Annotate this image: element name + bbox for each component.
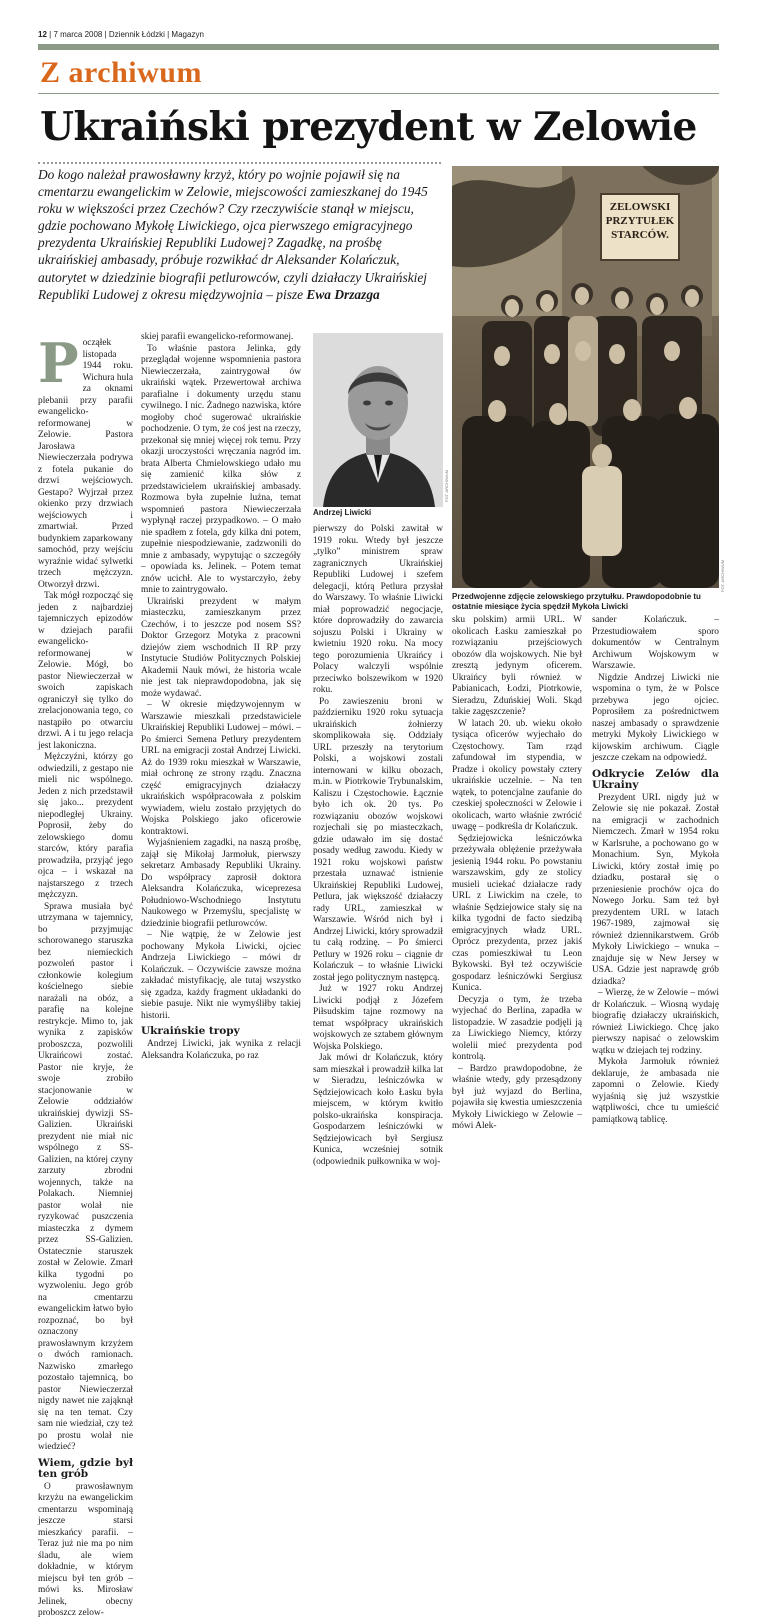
article-column-5 xyxy=(592,615,719,1125)
paragraph: sku polskim) armii URL. W okolicach Łasku zamieszkał po rozwiązaniu przejściowych obozów dla wojskowych. Nie był zresztą jedynym oficerem. Ukraińcy byli również w Pabianicach, Łodzi, Piotrkowie, Sieradzu, Zduńskiej Woli. Skąd takie zagęszczenie? xyxy=(452,615,582,717)
paragraph: Mykoła Jarmołuk również deklaruje, że ambasada nie zapomni o Zelowie. Kiedy wyjaśnią się już wszystkie wątpliwości, chce tu umieścić pamiątkową tablicę. xyxy=(592,1057,719,1125)
lead-paragraph xyxy=(38,166,441,303)
paragraph: Mężczyźni, którzy go odwiedzili, z gestapo nie mieli nic wspólnego. Jeden z nich przedstawił się jako... prezydent niepodległej Ukrainy. Poprosił, żeby do zelowskiego domu starców, który parafia prowadziła, przyjąć jego ojca – i wskazał na najstarszego z trzech mężczyzn. xyxy=(38,752,133,900)
lead-author: Ewa Drzazga xyxy=(306,286,380,302)
portrait-illustration xyxy=(313,333,443,507)
paragraph: Nigdzie Andrzej Liwicki nie wspomina o tym, że w Polsce przebywa jego ojciec. Poprosiłem za pośrednictwem naszej ambasady o sprawdzenie metryki Mykoły Liwickiego w kijowskim archiwum. Ciągle jeszcze czekam na odpowiedź. xyxy=(592,672,719,763)
paragraph: Sprawa musiała być utrzymana w tajemnicy, bo przyjmując schorowanego staruszka bez niemieckich pozwoleń pastor i członkowie kolegium kościelnego siebie narażali na obóz, a parafię na kolejne restrykcje. Mimo to, jak wynika z zapisków proboszcza, pozwolili Ukraińcowi zostać. Pastor nie kryje, że swoje zrobiło stacjonowanie w Zelowie oddziałów ukraińskiej dywizji SS-Galizien. Ukraiński prezydent nie miał nic wspólnego z SS-Galizien, na której czyny zarzuty zbrodni wojennych, także na Polakach. Niemniej pastor wolał nie ryzykować puszczenia miasteczka z dymem przez SS-Galizien. Ostatecznie staruszek został w Zelowie. Zmarł kilka tygodni po wyzwoleniu. Jego grób na cmentarzu ewangelickim łatwo było rozpoznać, bo był oznaczony prawosławnym krzyżem o dwóch ramionach. Nazwisko zmarłego pozostało tajemnicą, bo pastor Niewieczerzał nigdy nawet nie zająknął się na ten temat. Czy sam nie wiedział, czy też po prostu wolał nie wiedzieć? xyxy=(38,901,133,1452)
article-column-3 xyxy=(313,524,443,1167)
article-column-2 xyxy=(141,332,301,1061)
headline: Ukraiński prezydent w Zelowie xyxy=(40,104,697,150)
paragraph: pierwszy do Polski zawitał w 1919 roku. Wtedy był jeszcze „tylko” ministrem spraw zagranicznych Ukraińskiej Republiki Ludowej i szefem delegacji, którą Petlura przysłał do Warszawy. To właśnie Liwicki miał poprowadzić negocjacje, które doprowadziły do zawarcia sojuszu Polski i Ukrainy w kwietniu 1920 roku. Na mocy tego porozumienia Ukraińcy i Polacy walczyli wspólnie przeciwko bolszewikom w 1920 roku. xyxy=(313,524,443,695)
portrait-credit: FOT. ARCHIWUM xyxy=(444,470,449,502)
paragraph: Wyjaśnieniem zagadki, na naszą prośbę, zajął się Mikołaj Jarmołuk, pierwszy sekretarz Ambasady Republiki Ukrainy. Do współpracy zaprosił doktora Aleksandra Kolańczuka, wiceprezesa Południowo-Wschodniego Instytutu Naukowego w Przemyślu, specjalistę w dziedzinie biografii petlurowców. xyxy=(141,838,301,929)
paragraph: W latach 20. ub. wieku około tysiąca oficerów wyjechało do Częstochowy. Tam rząd zafundował im stypendia, w Pradze i okolicy powstały cztery ukraińskie uczelnie. – Na ten wątek, to potencjalne zaufanie do czeskiej społeczności w Zelowie i okolicach, warto właśnie zwrócić uwagę – podkreśla dr Kolańczuk. xyxy=(452,718,582,832)
paragraph: Decyzja o tym, że trzeba wyjechać do Berlina, zapadła w listopadzie. W zasadzie podjęli ją za Liwickiego Niemcy, którzy wolelii mieć prezydenta pod kontrolą. xyxy=(452,994,582,1062)
shelter-sign: ZELOWSKI PRZYTUŁEK STARCÓW. xyxy=(600,193,680,261)
dotted-rule xyxy=(38,162,441,164)
page-header xyxy=(38,30,204,39)
paragraph: Już w 1927 roku Andrzej Liwicki podjął z Józefem Piłsudskim tajne rozmowy na temat współpracy ukraińskich wojskowych ze sztabem głównym Wojska Polskiego. xyxy=(313,984,443,1052)
section-title: Z archiwum xyxy=(40,56,202,89)
article-column-1 xyxy=(38,331,133,1618)
paragraph: O prawosławnym krzyżu na ewangelickim cmentarzu wspominają jeszcze starsi mieszkańcy parafii. – Teraz już nie ma po nim śladu, ale wiem dokładnie, w którym miejscu był ten grób – mówi ks. Mirosław Jelinek, obecny proboszcz zelow- xyxy=(38,1481,133,1618)
paragraph: – Nie wątpię, że w Zelowie jest pochowany Mykoła Liwicki, ojciec Andrzeja Liwickiego – mówi dr Kolańczuk. – Oczywiście zawsze można zakładać mistyfikację, ale tutaj wszystko się zgadza, każdy fragment układanki do siebie pasuje. Nikt nie wymyśliłby takiej historii. xyxy=(141,930,301,1021)
page-number: 12 xyxy=(38,30,47,39)
paragraph: ocząłek listopada 1944 roku. Wichura hula za oknami plebanii przy parafii ewangelicko-reformowanej w Zelowie. Pastora Jarosława Niewieczerzała podrywa z fotela pukanie do drzwi wejściowych. Gestapo? Wyjrzał przez okienko przy drzwiach wejściowych i zmartwiał. Przed budynkiem zaparkowany samochód, przy wejściu wyraźnie widać sylwetki trzech mężczyzn. Otworzył drzwi. xyxy=(38,338,133,590)
paragraph: sander Kolańczuk. – Przestudiowałem sporo dokumentów w Centralnym Archiwum Wojskowym w Warszawie. xyxy=(592,615,719,671)
paragraph: Ukraiński prezydent w małym miasteczku, zamieszkanym przez Czechów, i to jeszcze pod nosem SS? Doktor Grzegorz Motyka z pracowni dziejów ziem wschodnich II RP przy Instytucie Studiów Politycznych Polskiej Akademii Nauk mówi, że historia wcale nie jest tak nieprawdopodobna, jak się może wydawać. xyxy=(141,596,301,699)
paragraph: skiej parafii ewangelicko-reformowanej. xyxy=(141,332,294,342)
paragraph: – W okresie międzywojennym w Warszawie mieszkali przedstawiciele Ukraińskiej Republiki Ludowej – mówi. – Po śmierci Semena Petlury prezydentem URL na emigracji został Andrzej Liwicki. Aż do 1939 roku mieszkał w Warszawie, miał ochronę ze strony rządu. Znaczna część emigracyjnych działaczy ukraińskich współpracowała z polskim wywiadem, wielu zostało przyjętych do Wojska Polskiego jako oficerowie kontraktowi. xyxy=(141,700,301,837)
subheading: Odkrycie Zelów dla Ukrainy xyxy=(592,767,719,791)
subheading: Wiem, gdzie był ten grób xyxy=(38,1456,133,1480)
paragraph: Jak mówi dr Kolańczuk, który sam mieszkał i prowadził kilka lat w Sieradzu, leśniczówka w Sędziejowicach koło Łasku była miejscem, w którym kwitło polsko-ukraińska konspiracja. Gospodarzem leśniczówki w Sędziejowicach był Sergiusz Kunica, wcześniej sotnik (odpowiednik pułkownika w woj- xyxy=(313,1053,443,1167)
lead-text: Do kogo należał prawosławny krzyż, który po wojnie pojawił się na cmentarzu ewangelickim w Zelowie, miejscowości zamieszkanej do 1945 roku w większości przez Czechów? Czy rzeczywiście stanął w miejscu, gdzie pochowano Mykołę Liwickiego, ojca pierwszego emigracyjnego prezydenta Ukraińskiej Republiki Ludowej? Zagadkę, na prośbę ukraińskiej ambasady, próbuje rozwikłać dr Aleksander Kolańczuk, autorytet w dziedzinie biografii petlurowców, czyli działaczy Ukraińskiej Republiki Ludowej z okresu międzywojnia – pisze xyxy=(38,167,428,302)
paragraph: Andrzej Liwicki, jak wynika z relacji Aleksandra Kolańczuka, po raz xyxy=(141,1039,301,1061)
subheading: Ukraińskie tropy xyxy=(141,1025,240,1037)
paragraph: – Bardzo prawdopodobne, że właśnie wtedy, gdy przesądzony był już wyjazd do Berlina, pojawiła się kwestia umieszczenia Mykoły Liwickiego w Zelowie – mówi Alek- xyxy=(452,1063,582,1131)
portrait-caption: Andrzej Liwicki xyxy=(313,508,372,517)
paragraph: To właśnie pastora Jelinka, gdy przeglądał wojenne wspomnienia pastora Niewieczerzała, zaintrygował ów ukraiński wątek. Przewertował archiwa parafialne i dokumenty urzędu stanu cywilnego. I nic. Żadnego nazwiska, które mogłoby choć sugerować ukraińskie pochodzenie. O tym, że coś jest na rzeczy, przekonał się mniej więcej rok temu. Przy okazji uroczystości wręczania nagród im. brata Alberta Chmielowskiego udało mu się zamienić kilka słów z przedstawicielem ukraińskiej ambasady. Rozmowa była zupełnie luźna, temat wspomnień pastora Niewieczerzała wypłynął raczej przypadkowo. – O mało nie spadłem z fotela, gdy kilka dni potem, zupełnie niespodziewanie, zadzwonili do mnie z ambasady, wypytując o szczegóły – opowiada ks. Jelinek. – Potem temat znów ucichł. Ale to wystarczyło, żeby mnie to zaintrygowało. xyxy=(141,343,301,595)
top-rule xyxy=(38,44,719,50)
drop-cap: P xyxy=(38,331,79,395)
paragraph: Prezydent URL nigdy już w Zelowie się nie pokazał. Został na emigracji w zachodnich Niemczech. Zmarł w 1954 roku w Karlsruhe, a pochowano go w Monachium. Syn, Mykoła Liwicki, który został imię po dziadku, postarał się o przeniesienie prochów ojca do Nowego Jorku. Sam też był prezydentem URL w latach 1967-1989, zajmował się również dziennikarstwem. Grób Mykoły Liwickiego – wnuka – znajduje się w New Jersey w USA. Gdzie jest naprawdę grób dziadka? xyxy=(592,792,719,987)
paragraph: – Wierzę, że w Zelowie – mówi dr Kolańczuk. – Wiosną wydaję biografię działaczy ukraińskich, również Liwickiego. Chcę jako pierwszy napisać o zelowskim wątku w dziejach tej rodziny. xyxy=(592,988,719,1056)
paragraph: Sędziejowicka leśniczówka przeżywała oblężenie przeżywała jesienią 1944 roku. Po powstaniu warszawskim, gdy ze stolicy musieli uciekać działacze rady URL z Liwickim na czele, to właśnie Sędziejowice stały się na kilka tygodni de facto siedzibą emigracyjnych władz URL. Oprócz prezydenta, przez jakiś czas pomieszkiwał tu Leon Bykowski. Był też oczywiście gospodarz leśniczówki Sergiusz Kunica. xyxy=(452,833,582,993)
paragraph: Po zawieszeniu broni w październiku 1920 roku sytuacja ukraińskich żołnierzy skomplikowała się. Oddziały URL przeszły na terytorium Polski, a wojskowi zostali internowani w kilku obozach, m.in. w Piotrkowie Trybunalskim, Kaliszu i Częstochowie. Łącznie było ich ok. 20 tys. Po rozwiązaniu obozów wojskowi rozjechali się po miasteczkach, gdzie udawało im się dostać posady według zawodu. Kiedy w 1921 roku wojskowi państw przestała uznawać istnienie Ukraińskiej Republiki Ludowej, Petlura, jak większość działaczy rady URL, zamieszkał w Warszawie. Wśród nich był i Andrzej Liwicki, który sprowadził tu całą rodzinę. – Po śmierci Petlury w 1926 roku – ciągnie dr Kolańczuk – to właśnie Liwicki został jego politycznym następcą. xyxy=(313,696,443,983)
issue-info: | 7 marca 2008 | Dziennik Łódzki | Magazyn xyxy=(49,30,204,39)
paragraph: Tak mógł rozpocząć się jeden z najbardziej tajemniczych epizodów w dziejach parafii ewangelicko-reformowanej w Zelowie. Mógł, bo pastor Niewieczerzał w swoich zapiskach ograniczył się tylko do zrelacjonowania tego, co nastąpiło po otwarciu drzwi. A i tu jego relacja jest lakoniczna. xyxy=(38,591,133,751)
photo-credit: FOT. ARCHIWUM xyxy=(720,560,725,592)
portrait-photo xyxy=(313,333,443,507)
photo-caption: Przedwojenne zdjęcie zelowskiego przytułku. Prawdopodobnie tu ostatnie miesiące życia spędził Mykoła Liwicki xyxy=(452,592,701,611)
article-column-4 xyxy=(452,615,582,1131)
section-rule xyxy=(38,93,719,94)
